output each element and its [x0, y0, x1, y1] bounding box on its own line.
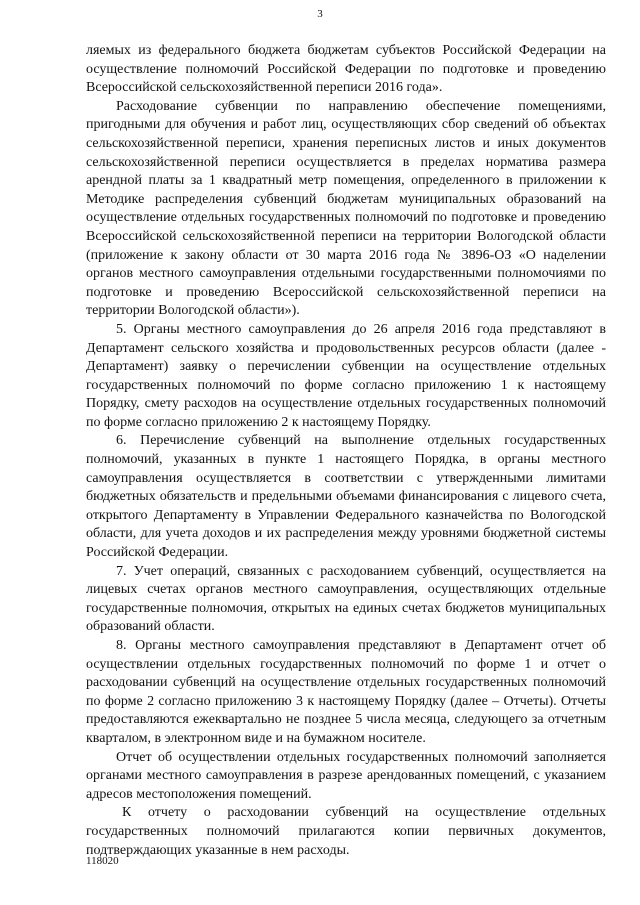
document-body: [86, 42, 606, 860]
paragraph-item-5: 5. Органы местного самоуправления до 26 апреля 2016 года представляют в Департамент сельского хозяйства и продовольственных ресурсов области (далее - Департамент) заявку о перечислении субвенции на осуществление отдельных государственных полномочий по форме согласно приложению 1 к настоящему Порядку, смету расходов на осуществление отдельных государственных полномочий по форме согласно приложению 2 к настоящему Порядку.: [86, 321, 606, 430]
page-number: 3: [317, 8, 323, 20]
paragraph-subsidy-spending: Расходование субвенции по направлению обеспечение помещениями, пригодными для обучения и работ лиц, осуществляющих сбор сведений об объектах сельскохозяйственной переписи, хранения переписных листов и иных документов сельскохозяйственной переписи осуществляется в пределах норматива размера арендной платы за 1 квадратный метр помещения, определенного в приложении к Методике распределения субвенций бюджетам муниципальных образований на осуществление отдельных государственных полномочий по подготовке и проведению Всероссийской сельскохозяйственной переписи на территории Вологодской области (приложение к закону области от 30 марта 2016 года № 3896-ОЗ «О наделении органов местного самоуправления отдельными государственными полномочиями по подготовке и проведению Всероссийской сельскохозяйственной переписи на территории Вологодской области»).: [86, 98, 606, 319]
document-code: 118020: [86, 855, 119, 867]
paragraph-item-7: 7. Учет операций, связанных с расходованием субвенций, осуществляется на лицевых счетах органов местного самоуправления, осуществляющих отдельные государственные полномочия, открытых на единых счетах бюджетов муниципальных образований области.: [86, 563, 606, 635]
paragraph-item-6: 6. Перечисление субвенций на выполнение отдельных государственных полномочий, указанных в пункте 1 настоящего Порядка, в органы местного самоуправления осуществляется в соответствии с утвержденными лимитами бюджетных обязательств и предельными объемами финансирования с лицевого счета, открытого Департаменту в Управлении Федерального казначейства по Вологодской области, для учета доходов и их распределения между уровнями бюджетной системы Российской Федерации.: [86, 433, 606, 561]
paragraph-continuation: ляемых из федерального бюджета бюджетам субъектов Российской Федерации на осуществление полномочий Российской Федерации по подготовке и проведению Всероссийской сельскохозяйственной переписи 2016 года».: [86, 43, 606, 96]
paragraph-report-filling: Отчет об осуществлении отдельных государственных полномочий заполняется органами местного самоуправления в разрезе арендованных помещений, с указанием адресов местоположения помещений.: [86, 749, 606, 802]
paragraph-report-attachments: К отчету о расходовании субвенций на осуществление отдельных государственных полномочий прилагаются копии первичных документов, подтверждающих указанные в нем расходы.: [86, 805, 606, 858]
paragraph-item-8: 8. Органы местного самоуправления представляют в Департамент отчет об осуществлении отдельных государственных полномочий по форме 1 и отчет о расходовании субвенций на осуществление отдельных государственных полномочий по форме 2 согласно приложению 3 к настоящему Порядку (далее – Отчеты). Отчеты предоставляются ежеквартально не позднее 5 числа месяца, следующего за отчетным кварталом, в электронном виде и на бумажном носителе.: [86, 638, 606, 746]
